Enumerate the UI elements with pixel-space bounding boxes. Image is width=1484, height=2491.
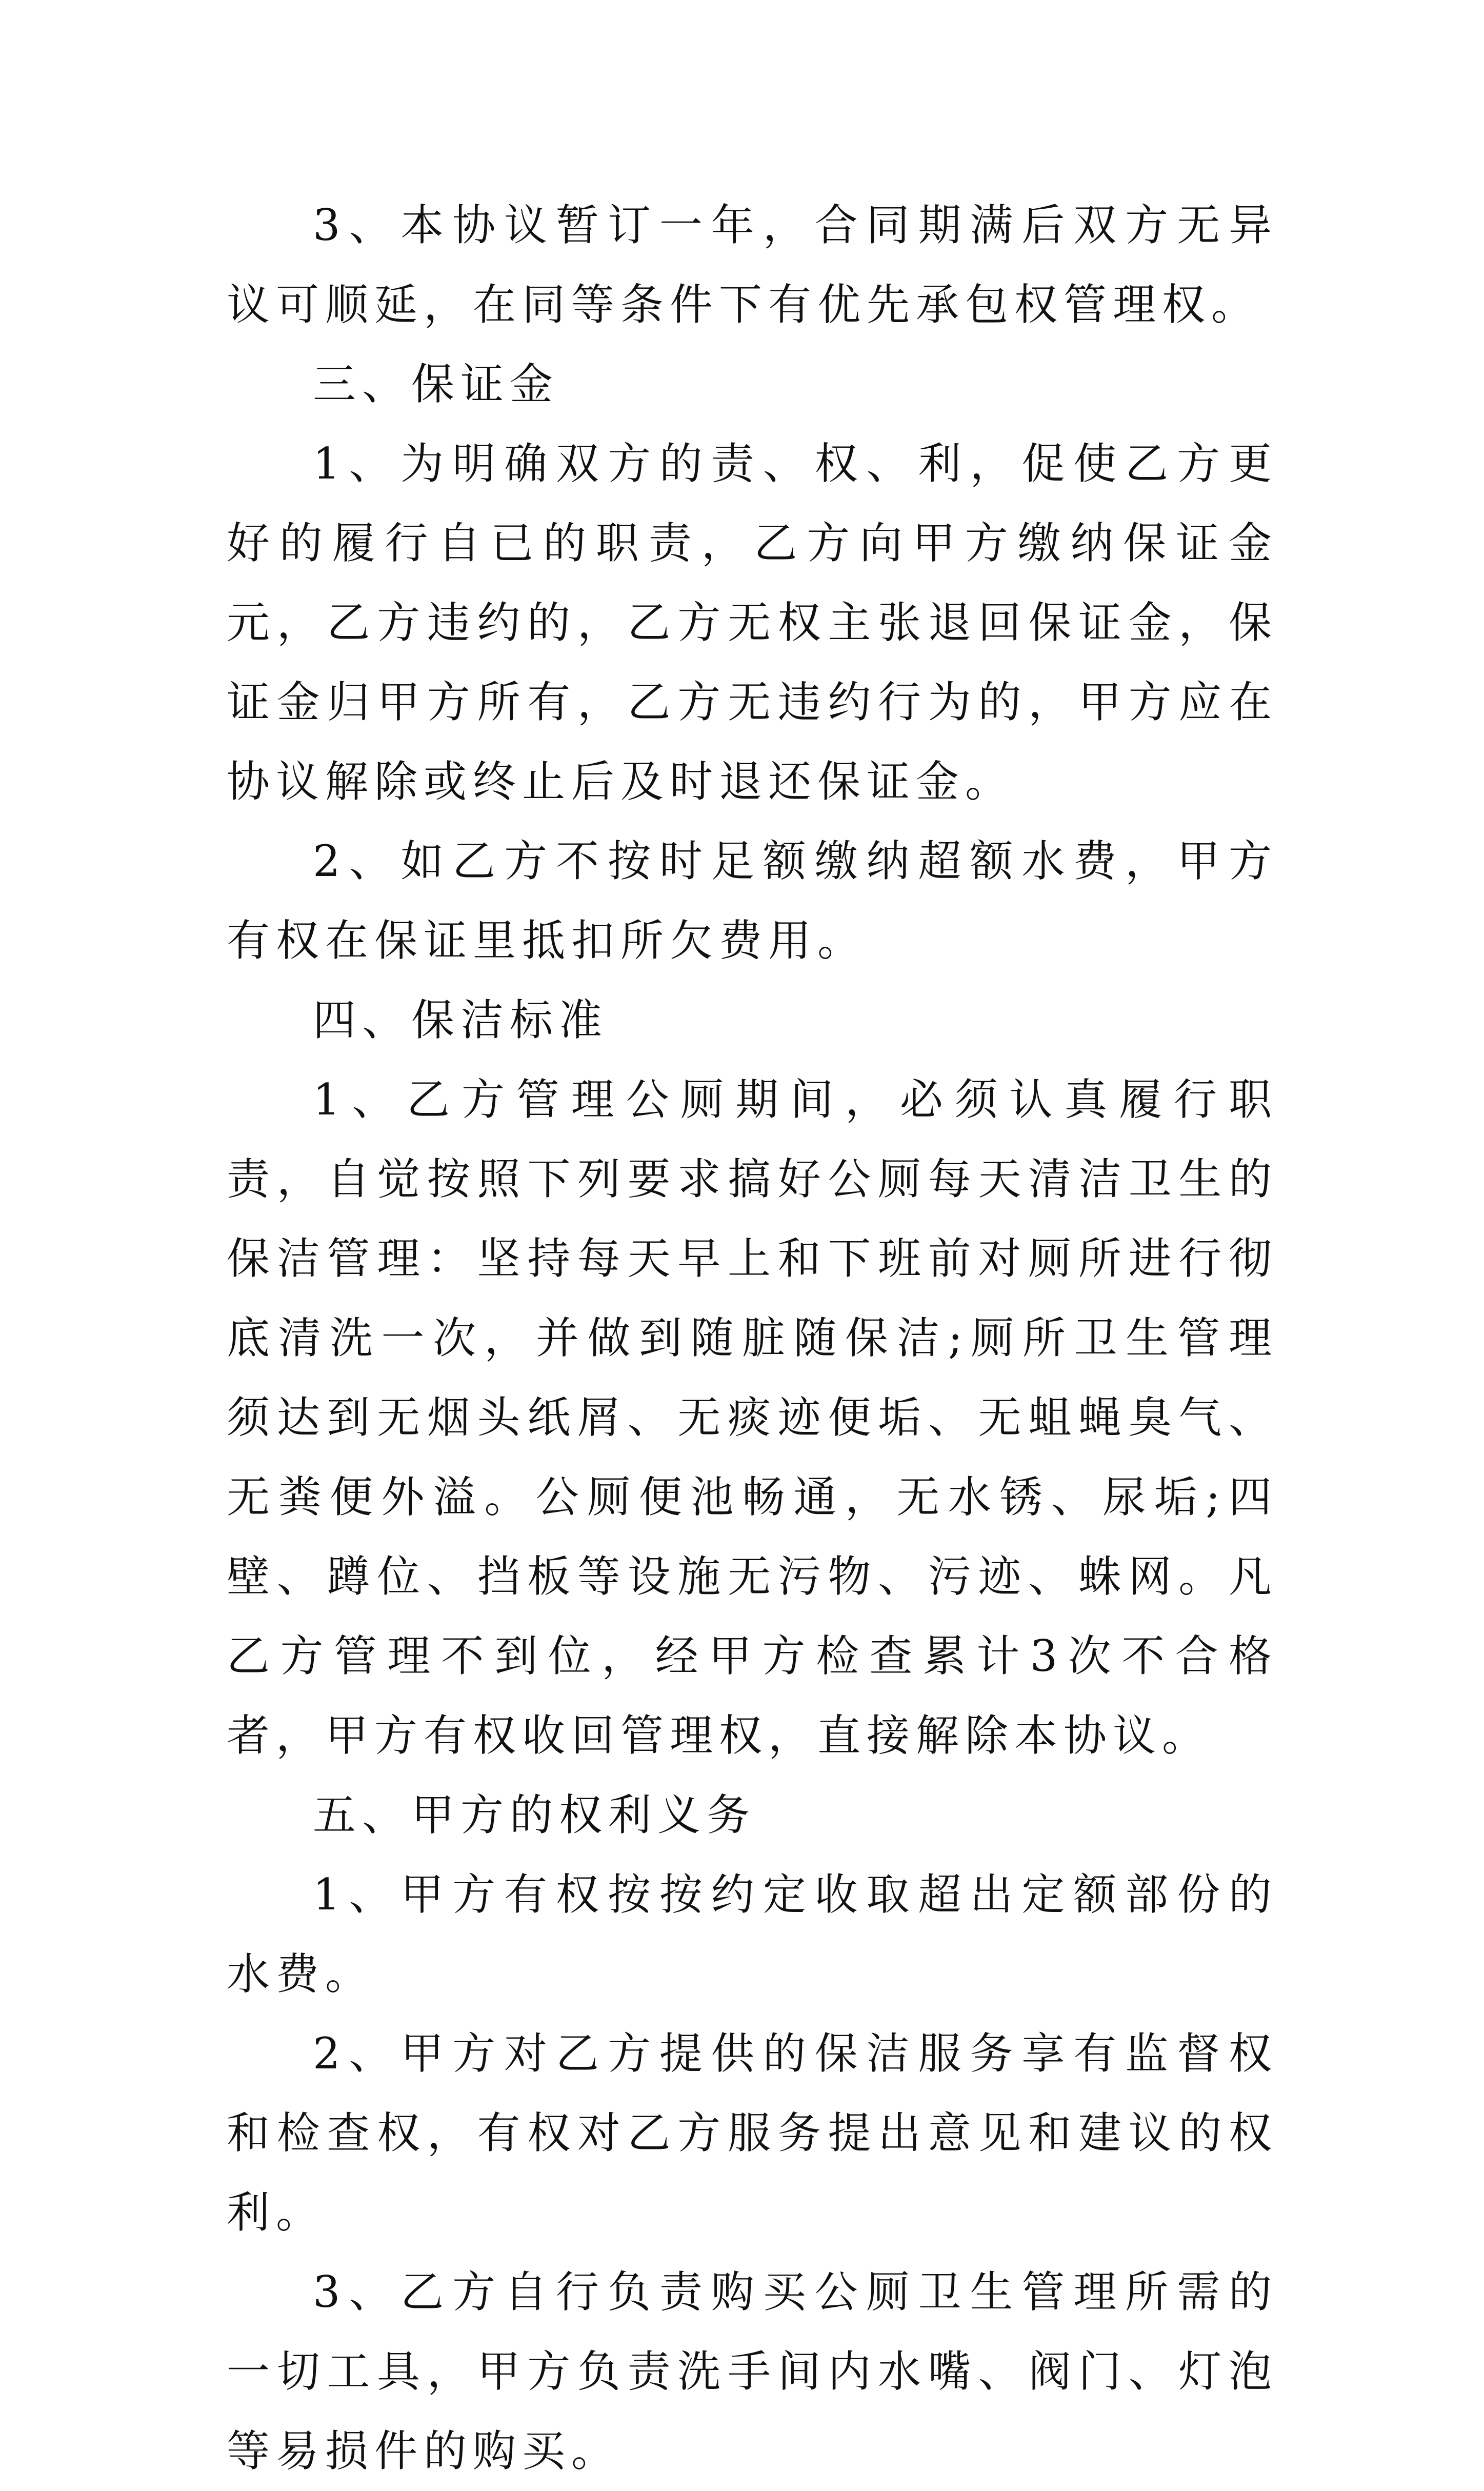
paragraph-rights-1: 1、甲方有权按按约定收取超出定额部份的水费。: [227, 1869, 1278, 1999]
paragraph-rights-2: 2、甲方对乙方提供的保洁服务享有监督权和检查权，有权对乙方服务提出意见和建议的权利。: [227, 2028, 1278, 2238]
document-body: [227, 186, 1278, 2491]
paragraph-deposit-2: 2、如乙方不按时足额缴纳超额水费，甲方有权在保证里抵扣所欠费用。: [227, 836, 1278, 966]
paragraph-deposit-1: 1、为明确双方的责、权、利，促使乙方更好的履行自已的职责，乙方向甲方缴纳保证金 元，乙方违约的，乙方无权主张退回保证金，保证金归甲方所有，乙方无违约行为的，甲方应在协议解除或终止后及时退还保证金。: [227, 439, 1278, 807]
section-heading-cleaning-standard: 四、保洁标准: [313, 995, 609, 1045]
paragraph-cleaning-1: 1、乙方管理公厕期间，必须认真履行职责，自觉按照下列要求搞好公厕每天清洁卫生的保洁管理：坚持每天早上和下班前对厕所进行彻底清洗一次，并做到随脏随保洁;厕所卫生管理须达到无烟头纸屑、无痰迹便垢、无蛆蝇臭气、无粪便外溢。公厕便池畅通，无水锈、尿垢;四壁、蹲位、挡板等设施无污物、污迹、蛛网。凡乙方管理不到位，经甲方检查累计3次不合格者，甲方有权收回管理权，直接解除本协议。: [227, 1074, 1278, 1761]
paragraph-term-3: 3、本协议暂订一年，合同期满后双方无异议可顺延，在同等条件下有优先承包权管理权。: [227, 200, 1278, 330]
section-heading-deposit: 三、保证金: [313, 359, 559, 409]
paragraph-rights-3: 3、乙方自行负责购买公厕卫生管理所需的一切工具，甲方负责洗手间内水嘴、阀门、灯泡等易损件的购买。: [227, 2267, 1278, 2476]
section-heading-party-a-rights: 五、甲方的权利义务: [313, 1790, 756, 1840]
